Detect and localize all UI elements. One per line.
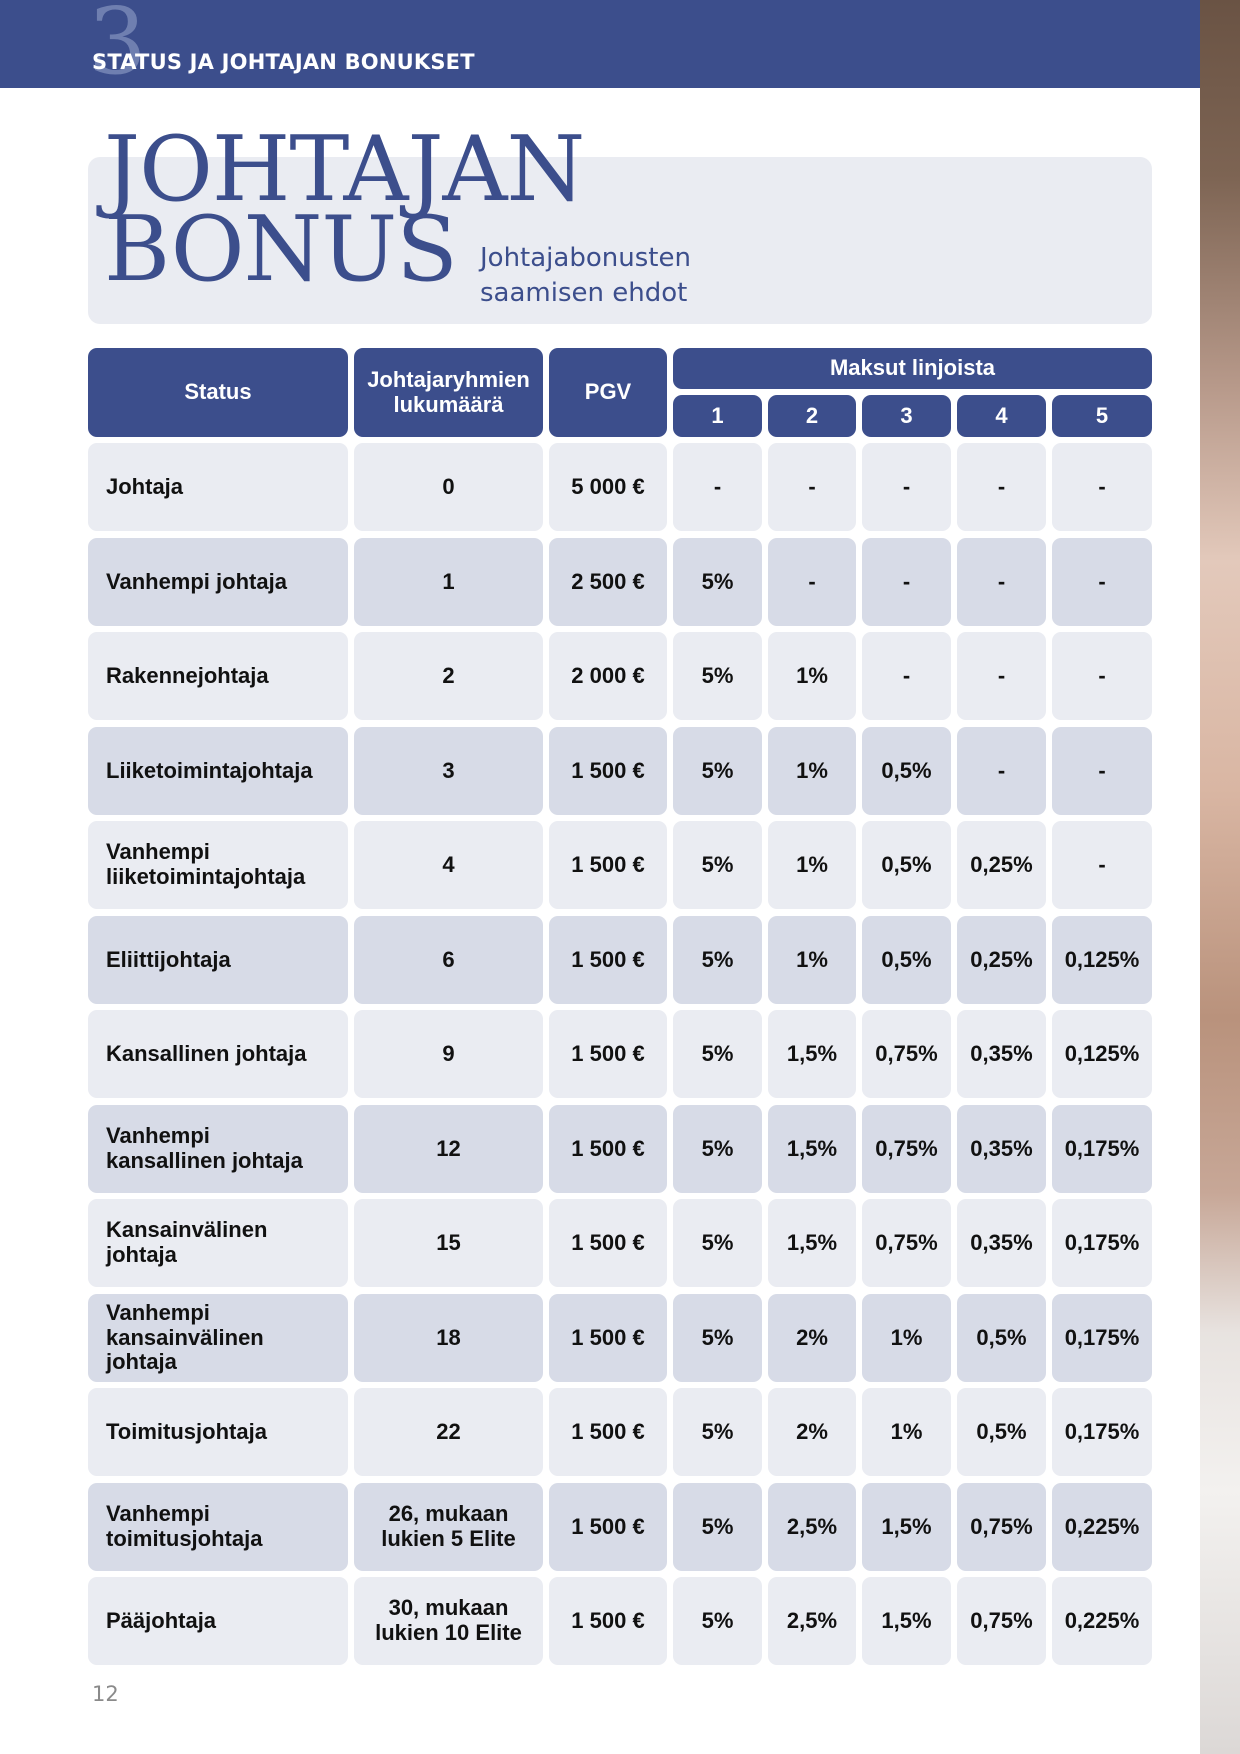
cell-line-1: 5% — [673, 1105, 762, 1193]
cell-status: Rakennejohtaja — [88, 632, 348, 720]
cell-line-5: 0,125% — [1052, 1010, 1152, 1098]
cell-line-2: 1% — [768, 916, 856, 1004]
page-subtitle — [480, 241, 691, 311]
cell-line-3: 1,5% — [862, 1483, 951, 1571]
header-line-4: 4 — [957, 395, 1046, 437]
cell-line-2: - — [768, 443, 856, 531]
cell-status: Eliittijohtaja — [88, 916, 348, 1004]
cell-line-1: 5% — [673, 632, 762, 720]
cell-line-5: 0,175% — [1052, 1388, 1152, 1476]
page-subtitle-line-1: Johtajabonusten — [480, 243, 691, 273]
cell-pgv: 1 500 € — [549, 821, 667, 909]
cell-pgv: 2 000 € — [549, 632, 667, 720]
cell-line-4: 0,5% — [957, 1294, 1046, 1382]
page-title-line-1: JOHTAJAN — [104, 117, 585, 222]
cell-pgv: 5 000 € — [549, 443, 667, 531]
cell-line-4: 0,75% — [957, 1483, 1046, 1571]
cell-pgv: 1 500 € — [549, 916, 667, 1004]
cell-pgv: 1 500 € — [549, 1483, 667, 1571]
cell-pgv: 1 500 € — [549, 1010, 667, 1098]
cell-line-4: - — [957, 538, 1046, 626]
cell-line-2: 1,5% — [768, 1105, 856, 1193]
cell-pgv: 1 500 € — [549, 1577, 667, 1665]
cell-line-5: 0,125% — [1052, 916, 1152, 1004]
cell-line-5: 0,225% — [1052, 1577, 1152, 1665]
header-line-1: 1 — [673, 395, 762, 437]
cell-group-count: 18 — [354, 1294, 543, 1382]
cell-pgv: 1 500 € — [549, 727, 667, 815]
cell-group-count: 22 — [354, 1388, 543, 1476]
cell-line-1: 5% — [673, 727, 762, 815]
cell-line-2: 2,5% — [768, 1483, 856, 1571]
cell-pgv: 1 500 € — [549, 1105, 667, 1193]
cell-pgv: 1 500 € — [549, 1294, 667, 1382]
page-subtitle-line-2: saamisen ehdot — [480, 278, 688, 308]
header-line-2: 2 — [768, 395, 856, 437]
cell-line-4: 0,35% — [957, 1199, 1046, 1287]
cell-line-2: - — [768, 538, 856, 626]
cell-line-3: 1% — [862, 1294, 951, 1382]
cell-line-3: 1% — [862, 1388, 951, 1476]
page-number: 12 — [92, 1682, 119, 1706]
cell-line-5: - — [1052, 727, 1152, 815]
cell-line-2: 2,5% — [768, 1577, 856, 1665]
cell-group-count: 2 — [354, 632, 543, 720]
cell-group-count: 4 — [354, 821, 543, 909]
cell-group-count: 0 — [354, 443, 543, 531]
cell-line-1: 5% — [673, 1388, 762, 1476]
cell-line-3: 1,5% — [862, 1577, 951, 1665]
cell-line-1: - — [673, 443, 762, 531]
chapter-title: STATUS JA JOHTAJAN BONUKSET — [92, 50, 475, 74]
cell-status: Johtaja — [88, 443, 348, 531]
chapter-number: 3 — [88, 0, 147, 95]
cell-line-5: 0,225% — [1052, 1483, 1152, 1571]
header-status: Status — [88, 348, 348, 437]
cell-status: Pääjohtaja — [88, 1577, 348, 1665]
cell-status: Liiketoimintajohtaja — [88, 727, 348, 815]
cell-line-4: 0,5% — [957, 1388, 1046, 1476]
background-photo — [1200, 0, 1240, 1754]
cell-line-4: - — [957, 727, 1046, 815]
cell-line-2: 2% — [768, 1388, 856, 1476]
cell-status: Vanhempi kansallinen johtaja — [88, 1105, 348, 1193]
cell-line-1: 5% — [673, 1294, 762, 1382]
cell-pgv: 1 500 € — [549, 1199, 667, 1287]
cell-line-5: 0,175% — [1052, 1294, 1152, 1382]
cell-group-count: 6 — [354, 916, 543, 1004]
cell-group-count: 9 — [354, 1010, 543, 1098]
cell-status: Vanhempi kansainvälinen johtaja — [88, 1294, 348, 1382]
cell-line-3: 0,75% — [862, 1105, 951, 1193]
header-pgv: PGV — [549, 348, 667, 437]
cell-line-2: 2% — [768, 1294, 856, 1382]
cell-line-3: 0,5% — [862, 727, 951, 815]
cell-line-1: 5% — [673, 1010, 762, 1098]
cell-group-count: 1 — [354, 538, 543, 626]
cell-line-3: 0,5% — [862, 821, 951, 909]
cell-status: Kansallinen johtaja — [88, 1010, 348, 1098]
cell-line-3: - — [862, 632, 951, 720]
cell-line-2: 1% — [768, 727, 856, 815]
header-payouts: Maksut linjoista — [673, 348, 1152, 389]
cell-group-count: 12 — [354, 1105, 543, 1193]
header-line-3: 3 — [862, 395, 951, 437]
cell-line-4: 0,35% — [957, 1105, 1046, 1193]
cell-line-4: 0,25% — [957, 821, 1046, 909]
cell-line-4: - — [957, 443, 1046, 531]
cell-status: Toimitusjohtaja — [88, 1388, 348, 1476]
cell-line-1: 5% — [673, 538, 762, 626]
cell-line-3: 0,75% — [862, 1199, 951, 1287]
cell-pgv: 2 500 € — [549, 538, 667, 626]
cell-status: Vanhempi liiketoimintajohtaja — [88, 821, 348, 909]
cell-line-4: 0,25% — [957, 916, 1046, 1004]
page-title-line-2: BONUS — [104, 197, 457, 302]
cell-line-5: 0,175% — [1052, 1199, 1152, 1287]
cell-line-5: - — [1052, 632, 1152, 720]
cell-line-5: - — [1052, 443, 1152, 531]
cell-line-5: - — [1052, 538, 1152, 626]
cell-line-2: 1% — [768, 821, 856, 909]
cell-line-4: - — [957, 632, 1046, 720]
cell-line-2: 1% — [768, 632, 856, 720]
cell-line-1: 5% — [673, 821, 762, 909]
cell-line-3: - — [862, 443, 951, 531]
cell-line-1: 5% — [673, 1483, 762, 1571]
cell-line-5: - — [1052, 821, 1152, 909]
chapter-header-bar — [0, 0, 1200, 95]
cell-line-3: - — [862, 538, 951, 626]
cell-line-1: 5% — [673, 1577, 762, 1665]
cell-status: Kansainvälinen johtaja — [88, 1199, 348, 1287]
header-line-5: 5 — [1052, 395, 1152, 437]
cell-group-count: 3 — [354, 727, 543, 815]
cell-line-1: 5% — [673, 1199, 762, 1287]
cell-line-5: 0,175% — [1052, 1105, 1152, 1193]
cell-status: Vanhempi johtaja — [88, 538, 348, 626]
cell-line-2: 1,5% — [768, 1010, 856, 1098]
cell-line-1: 5% — [673, 916, 762, 1004]
cell-group-count: 15 — [354, 1199, 543, 1287]
cell-line-3: 0,5% — [862, 916, 951, 1004]
cell-line-2: 1,5% — [768, 1199, 856, 1287]
cell-line-4: 0,35% — [957, 1010, 1046, 1098]
cell-pgv: 1 500 € — [549, 1388, 667, 1476]
cell-group-count: 30, mukaan lukien 10 Elite — [354, 1577, 543, 1665]
header-group-count: Johtajaryhmien lukumäärä — [354, 348, 543, 437]
cell-group-count: 26, mukaan lukien 5 Elite — [354, 1483, 543, 1571]
cell-status: Vanhempi toimitusjohtaja — [88, 1483, 348, 1571]
cell-line-3: 0,75% — [862, 1010, 951, 1098]
cell-line-4: 0,75% — [957, 1577, 1046, 1665]
